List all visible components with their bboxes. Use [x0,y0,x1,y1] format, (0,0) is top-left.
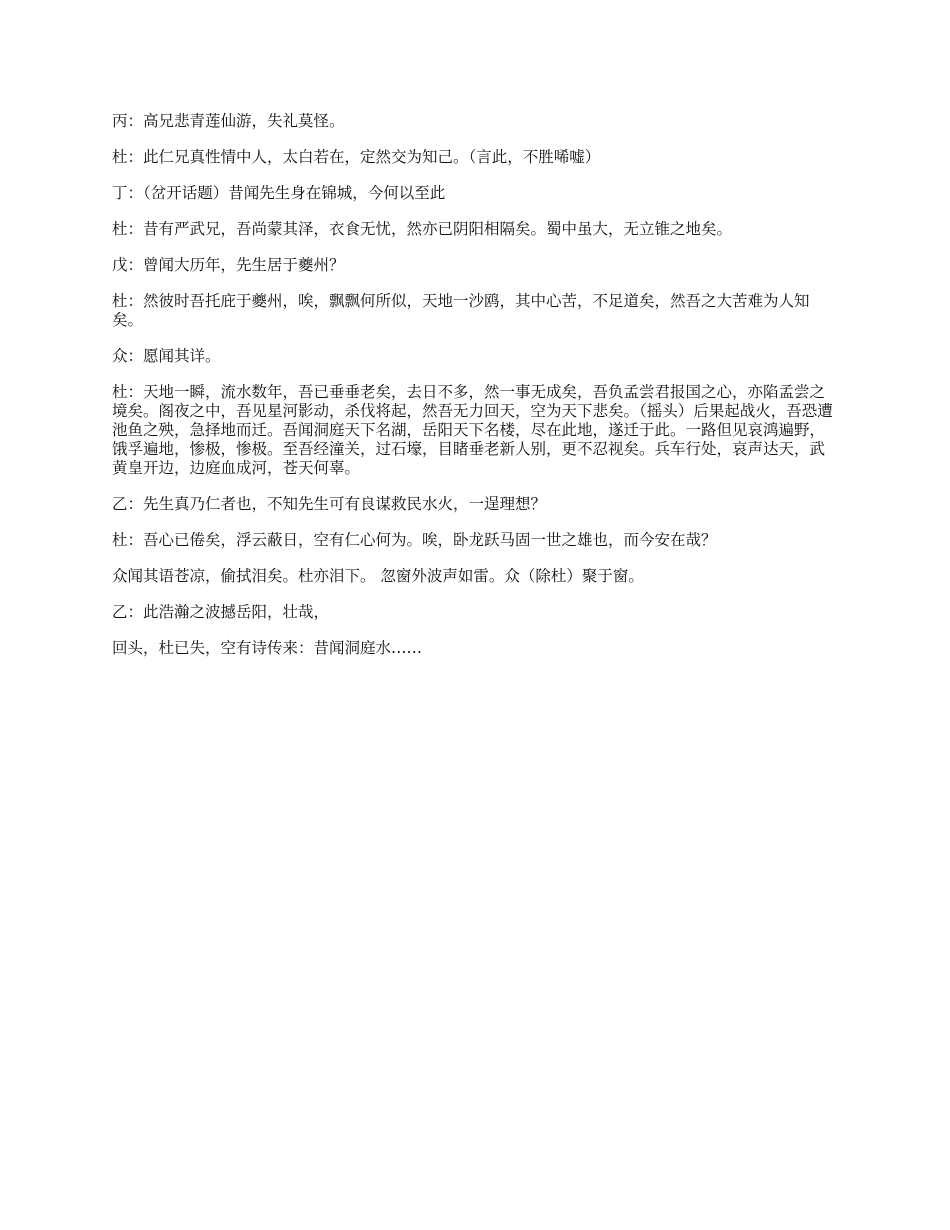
paragraph-line-1: 丙：高兄悲青莲仙游，失礼莫怪。 [112,112,345,130]
paragraph-line-2: 杜：此仁兄真性情中人，太白若在，定然交为知己。（言此，不胜唏嘘） [112,148,601,166]
paragraph-line-10: 杜：吾心已倦矣，浮云蔽日，空有仁心何为。唉，卧龙跃马固一世之雄也，而今安在哉？ [112,531,717,549]
paragraph-line-8: 杜：天地一瞬，流水数年，吾已垂垂老矣，去日不多，然一事无成矣，吾负孟尝君报国之心，亦陷孟尝之境矣。阁夜之中，吾见星河影动，杀伐将起，然吾无力回天，空为天下悲矣。（摇头）后果起战火，吾恐遭池鱼之殃，急择地而迁。吾闻洞庭天下名湖，岳阳天下名楼，尽在此地，遂迁于此。一路但见哀鸿遍野，饿孚遍地，惨极，惨极。至吾经潼关，过石壕，目睹垂老新人别，更不忍视矣。兵车行处，哀声达天，武黄皇开边，边庭血成河，苍天何辜。 [112,383,833,477]
paragraph-line-6: 杜：然彼时吾托庇于夔州，唉，飘飘何所似，天地一沙鸥，其中心苦，不足道矣，然吾之大苦难为人知矣。 [112,292,810,329]
paragraph-line-11: 众闻其语苍凉，偷拭泪矣。杜亦泪下。 忽窗外波声如雷。众（除杜）聚于窗。 [112,567,644,585]
paragraph-line-13: 回头，杜已失，空有诗传来：昔闻洞庭水…… [112,639,423,657]
paragraph-line-5: 戊：曾闻大历年，先生居于夔州？ [112,256,345,274]
document-body [112,112,838,675]
paragraph-line-9: 乙：先生真乃仁者也，不知先生可有良谋救民水火，一逞理想？ [112,495,547,513]
paragraph-line-4: 杜：昔有严武兄，吾尚蒙其泽，衣食无忧，然亦已阴阳相隔矣。蜀中虽大，无立锥之地矣。 [112,220,733,238]
paragraph-line-7: 众：愿闻其详。 [112,347,221,365]
paragraph-line-12: 乙：此浩瀚之波撼岳阳，壮哉， [112,603,330,621]
paragraph-line-3: 丁：（岔开话题）昔闻先生身在锦城，今何以至此 [112,184,446,202]
